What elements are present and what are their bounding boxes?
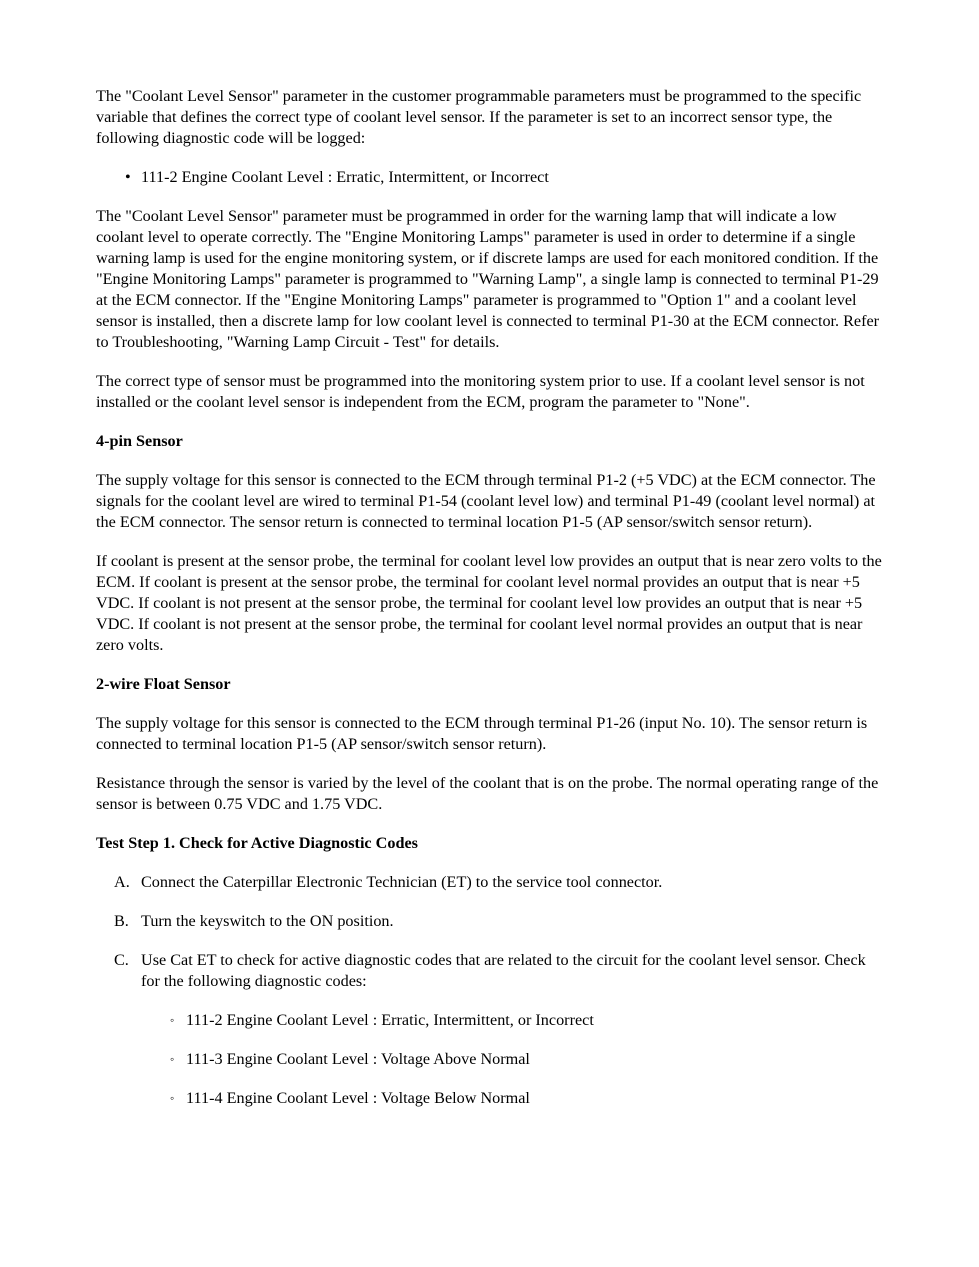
list-item xyxy=(141,1088,886,1109)
list-item xyxy=(141,1049,886,1070)
step-text: Connect the Caterpillar Electronic Technician (ET) to the service tool connector. xyxy=(141,873,663,891)
float-sensor-heading: 2-wire Float Sensor xyxy=(96,675,231,693)
step-letter: B. xyxy=(114,912,129,930)
step-text: Turn the keyswitch to the ON position. xyxy=(141,912,394,930)
test-step-heading: Test Step 1. Check for Active Diagnostic Codes xyxy=(96,834,418,852)
warning-lamp-paragraph: The "Coolant Level Sensor" parameter must be programmed in order for the warning lamp that will indicate a low coolant level to operate correctly. The "Engine Monitoring Lamps" parameter is used in order to determine if a single warning lamp is used for the engine monitoring system, or if discrete lamps are used for each monitored condition. If the "Engine Monitoring Lamps" parameter is programmed to "Warning Lamp", a single lamp is connected to terminal P1-29 at the ECM connector. If the "Engine Monitoring Lamps" parameter is programmed to "Option 1" and a coolant level sensor is installed, then a discrete lamp for low coolant level is connected to terminal P1-30 at the ECM connector. Refer to Troubleshooting, "Warning Lamp Circuit - Test" for details. xyxy=(96,207,880,351)
step-item xyxy=(96,872,886,893)
diagnostic-code-text: 111-3 Engine Coolant Level : Voltage Above Normal xyxy=(186,1050,530,1068)
step-item xyxy=(96,911,886,932)
bullet-icon: • xyxy=(125,168,131,186)
list-item xyxy=(96,167,886,188)
four-pin-sensor-heading: 4-pin Sensor xyxy=(96,432,183,450)
intro-paragraph: The "Coolant Level Sensor" parameter in the customer programmable parameters must be programmed to the specific variable that defines the correct type of coolant level sensor. If the parameter is set to an incorrect sensor type, the following diagnostic code will be logged: xyxy=(96,87,862,147)
test-step-list xyxy=(96,872,886,1109)
four-pin-supply-paragraph: The supply voltage for this sensor is connected to the ECM through terminal P1-2 (+5 VDC) at the ECM connector. The signals for the coolant level are wired to terminal P1-54 (coolant level low) and terminal P1-49 (coolant level normal) at the ECM connector. The sensor return is connected to terminal location P1-5 (AP sensor/switch sensor return). xyxy=(96,471,876,531)
circle-bullet-icon: ◦ xyxy=(170,1091,175,1105)
step-letter: A. xyxy=(114,873,130,891)
diagnostic-code-text: 111-4 Engine Coolant Level : Voltage Below Normal xyxy=(186,1089,530,1107)
float-resistance-paragraph: Resistance through the sensor is varied by the level of the coolant that is on the probe. The normal operating range of the sensor is between 0.75 VDC and 1.75 VDC. xyxy=(96,774,879,813)
four-pin-behavior-paragraph: If coolant is present at the sensor probe, the terminal for coolant level low provides an output that is near zero volts to the ECM. If coolant is present at the sensor probe, the terminal for coolant level normal provides an output that is near +5 VDC. If coolant is not present at the sensor probe, the terminal for coolant level low provides an output that is near +5 VDC. If coolant is not present at the sensor probe, the terminal for coolant level normal provides an output that is near zero volts. xyxy=(96,552,882,654)
step-item xyxy=(96,950,886,1109)
list-item xyxy=(141,1010,886,1031)
step-letter: C. xyxy=(114,951,129,969)
document-page xyxy=(96,86,886,1127)
diagnostic-code-text: 111-2 Engine Coolant Level : Erratic, Intermittent, or Incorrect xyxy=(141,168,549,186)
circle-bullet-icon: ◦ xyxy=(170,1052,175,1066)
step-text: Use Cat ET to check for active diagnostic codes that are related to the circuit for the coolant level sensor. Check for the following diagnostic codes: xyxy=(141,951,866,990)
circle-bullet-icon: ◦ xyxy=(170,1013,175,1027)
diagnostic-code-list xyxy=(141,1010,886,1109)
intro-bullet-list xyxy=(96,167,886,188)
float-supply-paragraph: The supply voltage for this sensor is connected to the ECM through terminal P1-26 (input No. 10). The sensor return is connected to terminal location P1-5 (AP sensor/switch sensor return). xyxy=(96,714,868,753)
diagnostic-code-text: 111-2 Engine Coolant Level : Erratic, Intermittent, or Incorrect xyxy=(186,1011,594,1029)
sensor-type-paragraph: The correct type of sensor must be programmed into the monitoring system prior to use. If a coolant level sensor is not installed or the coolant level sensor is independent from the ECM, program the parameter to "None". xyxy=(96,372,865,411)
